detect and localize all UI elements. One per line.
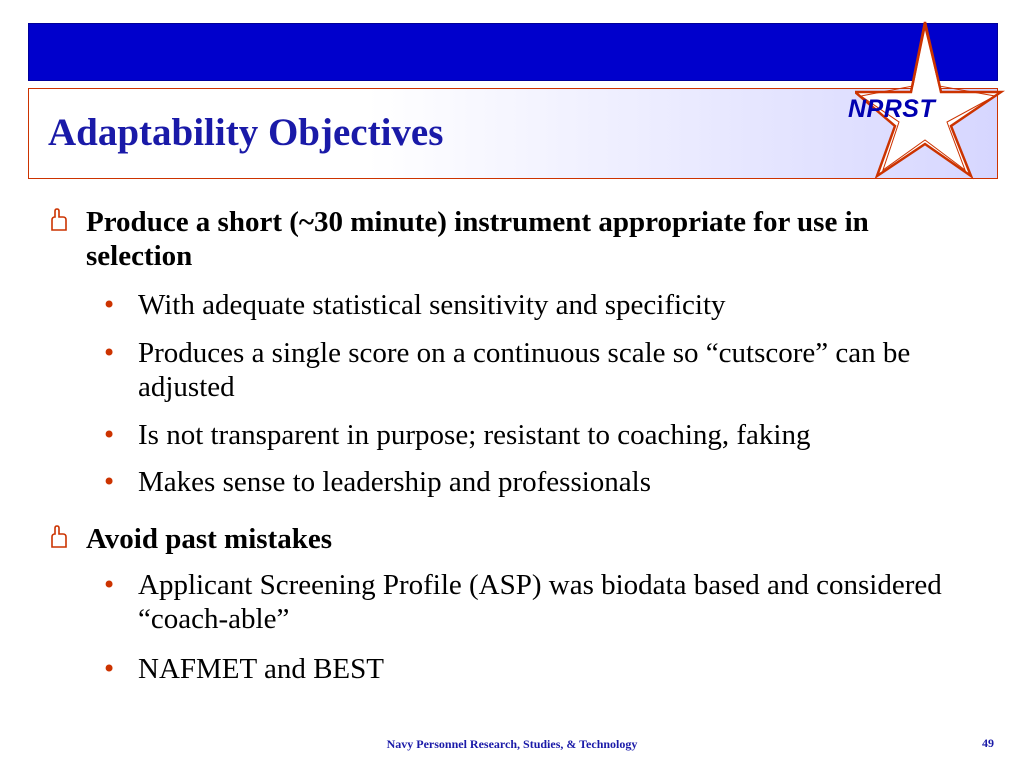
list-item: Produce a short (~30 minute) instrument appropriate for use in selection [86, 205, 976, 273]
hand-pointer-icon [48, 208, 70, 234]
bullet-dot-icon: • [102, 655, 117, 683]
bullet-dot-icon: • [102, 421, 117, 449]
list-item: • Produces a single score on a continuous scale so “cutscore” can be adjusted [102, 337, 911, 403]
list-item: • Is not transparent in purpose; resistant to coaching, faking [102, 419, 811, 451]
list-item: Avoid past mistakes [86, 522, 976, 556]
bullet-dot-icon: • [102, 468, 117, 496]
bullet-dot-icon: • [102, 571, 117, 599]
page-number: 49 [982, 736, 994, 750]
list-item: • With adequate statistical sensitivity and specificity [102, 289, 726, 321]
footer-text: Navy Personnel Research, Studies, & Technology [386, 737, 638, 751]
list-item: • NAFMET and BEST [102, 653, 384, 685]
slide-title: Adaptability Objectives [48, 111, 444, 154]
bullet-dot-icon: • [102, 339, 117, 367]
hand-pointer-icon [48, 525, 70, 551]
list-item: • Applicant Screening Profile (ASP) was biodata based and considered “coach-able” [102, 569, 942, 635]
list-item: • Makes sense to leadership and professionals [102, 466, 652, 498]
logo-text: NPRST [848, 95, 936, 123]
bullet-dot-icon: • [102, 291, 117, 319]
